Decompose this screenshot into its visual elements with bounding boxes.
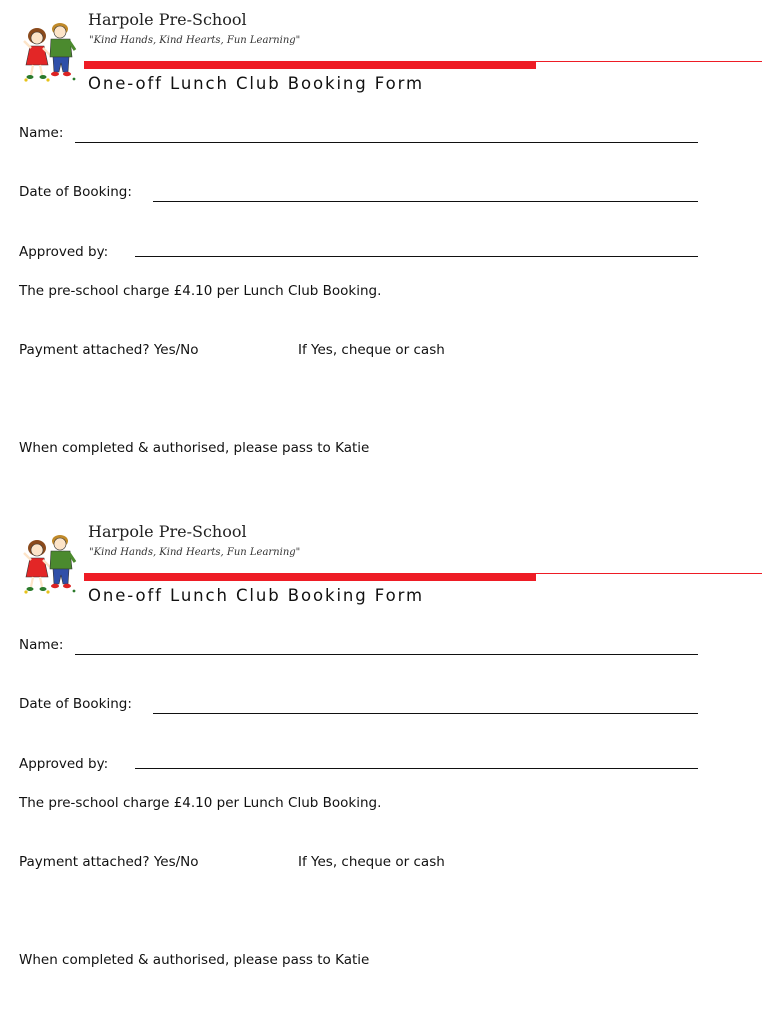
approved-by-label: Approved by:: [19, 244, 109, 260]
payment-attached-label: Payment attached? Yes/No: [19, 854, 199, 870]
name-field[interactable]: [75, 654, 698, 655]
charge-text: The pre-school charge £4.10 per Lunch Club Booking.: [19, 795, 382, 811]
school-motto: "Kind Hands, Kind Hearts, Fun Learning": [89, 547, 301, 558]
form-title: One-off Lunch Club Booking Form: [88, 586, 424, 605]
header-rule-thick: [84, 61, 536, 69]
footer-instruction: When completed & authorised, please pass to Katie: [19, 952, 370, 968]
date-of-booking-label: Date of Booking:: [19, 184, 132, 200]
children-cartoon-icon: [22, 529, 78, 595]
form-title: One-off Lunch Club Booking Form: [88, 74, 424, 93]
header-rule-thick: [84, 573, 536, 581]
header-rule-thin: [536, 61, 762, 62]
footer-instruction: When completed & authorised, please pass to Katie: [19, 440, 370, 456]
school-name: Harpole Pre-School: [88, 10, 247, 29]
school-motto: "Kind Hands, Kind Hearts, Fun Learning": [89, 35, 301, 46]
cheque-or-cash-label: If Yes, cheque or cash: [298, 342, 445, 358]
approved-by-field[interactable]: [135, 768, 698, 769]
date-of-booking-field[interactable]: [153, 713, 698, 714]
approved-by-field[interactable]: [135, 256, 698, 257]
name-label: Name:: [19, 637, 64, 653]
date-of-booking-label: Date of Booking:: [19, 696, 132, 712]
children-cartoon-icon: [22, 17, 78, 83]
charge-text: The pre-school charge £4.10 per Lunch Club Booking.: [19, 283, 382, 299]
booking-form-bottom: [0, 512, 770, 1024]
name-label: Name:: [19, 125, 64, 141]
payment-attached-label: Payment attached? Yes/No: [19, 342, 199, 358]
date-of-booking-field[interactable]: [153, 201, 698, 202]
header-rule-thin: [536, 573, 762, 574]
approved-by-label: Approved by:: [19, 756, 109, 772]
name-field[interactable]: [75, 142, 698, 143]
school-name: Harpole Pre-School: [88, 522, 247, 541]
cheque-or-cash-label: If Yes, cheque or cash: [298, 854, 445, 870]
